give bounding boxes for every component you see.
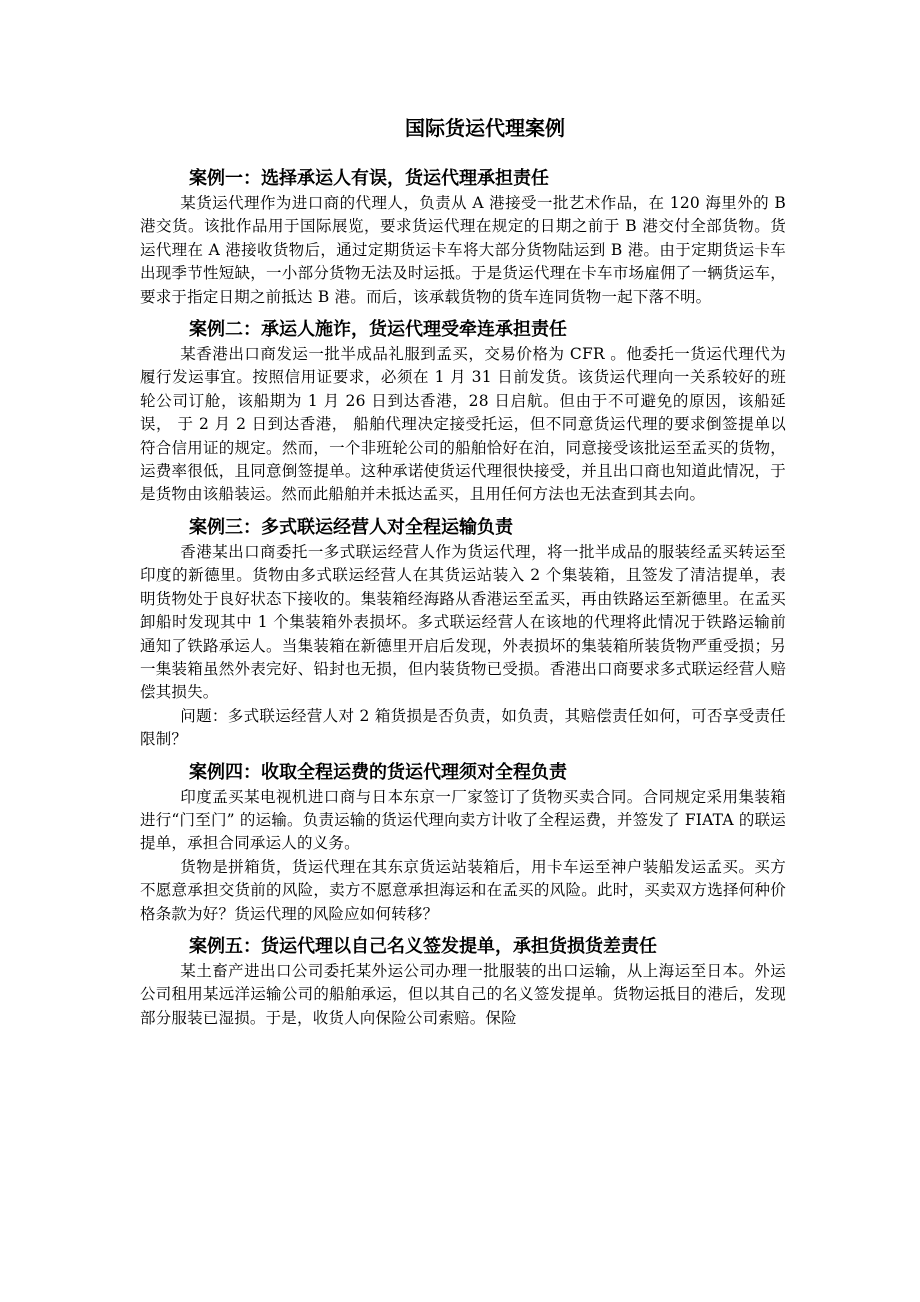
- case-3-paragraph-1: 香港某出口商委托一多式联运经营人作为货运代理，将一批半成品的服装经孟买转运至印度的新德里。货物由多式联运经营人在其货运站装入 2 个集装箱，且签发了清洁提单，表明货物处于良好状态下接收的。集装箱经海路从香港运至孟买，再由铁路运至新德里。在孟买卸船时发现其中 1 个集装箱外表损坏。多式联运经营人在该地的代理将此情况于铁路运输前通知了铁路承运人。当集装箱在新德里开启后发现，外表损坏的集装箱所装货物严重受损；另一集装箱虽然外表完好、铅封也无损，但内装货物已受损。香港出口商要求多式联运经营人赔偿其损失。: [140, 542, 786, 702]
- case-3: [140, 515, 786, 752]
- case-2-paragraph-1: 某香港出口商发运一批半成品礼服到孟买，交易价格为 CFR 。他委托一货运代理代为履行发运事宜。按照信用证要求，必须在 1 月 31 日前发货。该货运代理向一关系较好的班轮公司订舱，该船期为 1 月 26 日到达香港，28 日启航。但由于不可避免的原因，该船延误， 于 2 月 2 日到达香港， 船舶代理决定接受托运，但不同意货运代理的要求倒签提单以符合信用证的规定。然而，一个非班轮公司的船舶恰好在泊，同意接受该批运至孟买的货物，运费率很低，且同意倒签提单。这种承诺使货运代理很快接受，并且出口商也知道此情况，于是货物由该船装运。然而此船舶并未抵达孟买，且用任何方法也无法查到其去向。: [140, 345, 786, 504]
- case-2: [140, 317, 786, 507]
- case-4-heading: 案例四：收取全程运费的货运代理须对全程负责: [189, 761, 567, 783]
- case-2-heading: 案例二：承运人施诈，货运代理受牵连承担责任: [189, 319, 567, 341]
- case-1-heading: 案例一：选择承运人有误，货运代理承担责任: [189, 168, 549, 189]
- document-body: [140, 166, 786, 1036]
- document-title: 国际货运代理案例: [405, 116, 565, 140]
- case-5-heading: 案例五：货运代理以自己名义签发提单，承担货损货差责任: [189, 935, 657, 957]
- case-1: [140, 166, 786, 309]
- case-5-paragraph-1: 某土畜产进出口公司委托某外运公司办理一批服装的出口运输，从上海运至日本。外运公司租用某远洋运输公司的船舶承运，但以其自己的名义签发提单。货物运抵目的港后，发现部分服装已湿损。于是，收货人向保险公司索赔。保险: [140, 961, 786, 1027]
- case-1-paragraph-1: 某货运代理作为进口商的代理人，负责从 A 港接受一批艺术作品，在 120 海里外的 B 港交货。该批作品用于国际展览，要求货运代理在规定的日期之前于 B 港交付全部货物。货运代理在 A 港接收货物后，通过定期货运卡车将大部分货物陆运到 B 港。由于定期货运卡车出现季节性短缺，一小部分货物无法及时运抵。于是货运代理在卡车市场雇佣了一辆货运车，要求于指定日期之前抵达 B 港。而后，该承载货物的货车连同货物一起下落不明。: [140, 194, 786, 306]
- case-5: [140, 934, 786, 1030]
- case-4: [140, 760, 786, 926]
- case-3-paragraph-2: 问题：多式联运经营人对 2 箱货损是否负责，如负责，其赔偿责任如何，可否享受责任限制？: [140, 706, 786, 749]
- case-4-paragraph-1: 印度孟买某电视机进口商与日本东京一厂家签订了货物买卖合同。合同规定采用集装箱进行“门至门” 的运输。负责运输的货运代理向卖方计收了全程运费，并签发了 FIATA 的联运提单，承担合同承运人的义务。: [140, 787, 786, 853]
- case-3-heading: 案例三：多式联运经营人对全程运输负责: [189, 516, 513, 538]
- case-4-paragraph-2: 货物是拼箱货，货运代理在其东京货运站装箱后，用卡车运至神户装船发运孟买。买方不愿意承担交货前的风险，卖方不愿意承担海运和在孟买的风险。此时，买卖双方选择何种价格条款为好？货运代理的风险应如何转移？: [140, 857, 786, 923]
